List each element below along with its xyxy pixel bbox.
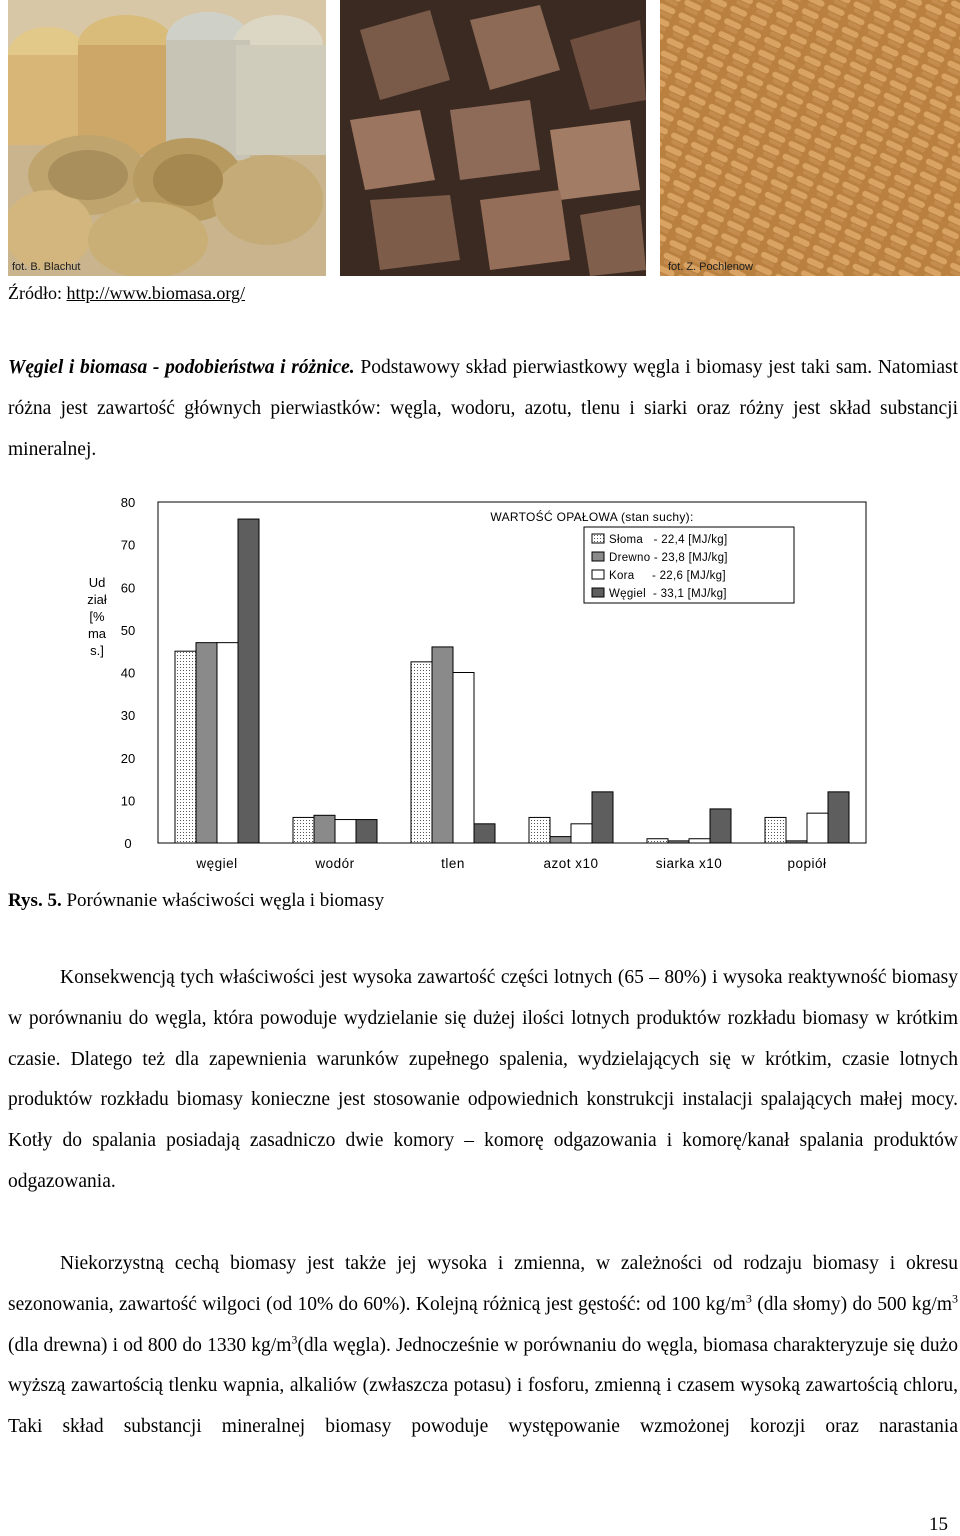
text-span: (dla węgla). Jednocześnie w porównaniu do węgla, biomasa charakteryzuje się dużo wyższą zawartością tlenku wapnia, alkaliów (zwłaszcza potasu) i fosforu, zmienną i czasem wysoką zawartością chloru, Taki skład substancji mineralnej biomasy powoduje występowanie wzmożonej korozji oraz narastania [8, 1334, 958, 1438]
superscript: 3 [745, 1291, 752, 1306]
y-tick-label: 60 [120, 580, 136, 596]
text-span: Niekorzystną cechą biomasy jest także jej wysoka i zmienna, w zależności od rodzaju biomasy i okresu sezonowania, zawartość wilgoci (od 10% do 60%). Kolejną różnicą jest gęstość: od 100 kg/m [8, 1253, 958, 1315]
bar [592, 792, 613, 843]
chart-title: WARTOŚĆ OPAŁOWA (stan suchy): [490, 510, 694, 524]
y-axis-label: ział [87, 592, 107, 607]
bar [432, 647, 453, 843]
x-tick-label: wodór [315, 856, 355, 871]
bar [335, 820, 356, 843]
bar [217, 643, 238, 843]
x-tick-label: popiół [787, 856, 827, 871]
superscript: 3 [952, 1291, 959, 1306]
text-span: (dla drewna) i od 800 do 1330 kg/m [8, 1334, 292, 1356]
source-label: Źródło: [8, 283, 67, 303]
legend-label: Drewno - 23,8 [MJ/kg] [609, 552, 728, 564]
bar [474, 824, 495, 843]
bar [411, 662, 432, 843]
bar [314, 815, 335, 843]
bar [786, 841, 807, 843]
legend-swatch [592, 552, 604, 561]
bar [668, 841, 689, 843]
legend-label: Słoma - 22,4 [MJ/kg] [609, 534, 728, 546]
photo-source [8, 283, 245, 304]
x-tick-label: tlen [441, 856, 465, 871]
firewood-photo [340, 0, 646, 276]
y-tick-label: 80 [120, 495, 136, 510]
caption-text: Porównanie właściwości węgla i biomasy [61, 890, 385, 911]
bar [453, 673, 474, 844]
y-tick-label: 40 [120, 665, 136, 681]
y-tick-label: 0 [124, 836, 132, 851]
text-span: (dla słomy) do 500 kg/m [751, 1293, 953, 1315]
bar [529, 817, 550, 843]
bar [689, 839, 710, 843]
figure-caption [8, 890, 384, 912]
y-tick-label: 50 [120, 622, 136, 638]
y-axis-label: [% [89, 609, 105, 624]
y-axis-label: ma [87, 626, 107, 641]
y-tick-label: 10 [120, 793, 136, 809]
y-axis-label: Ud [88, 575, 106, 590]
bar [293, 817, 314, 843]
bar [571, 824, 592, 843]
pellets-photo [660, 0, 960, 276]
bar [647, 839, 668, 843]
bar [238, 519, 259, 843]
page-number: 15 [929, 1514, 948, 1535]
x-tick-label: siarka x10 [655, 856, 723, 871]
superscript: 3 [291, 1332, 298, 1347]
legend-label: Węgiel - 33,1 [MJ/kg] [609, 588, 727, 600]
legend-swatch [592, 588, 604, 597]
photo-credit: fot. Z. Pochlenow [668, 261, 753, 273]
briquettes-photo [8, 0, 326, 276]
bar [550, 837, 571, 843]
body-paragraph: Konsekwencją tych właściwości jest wysoka zawartość części lotnych (65 – 80%) i wysoka reaktywność biomasy w porównaniu do węgla, która powoduje wydzielanie się dużej ilości lotnych produktów rozkładu biomasy w krótkim czasie. Dlatego też dla zapewnienia warunków zupełnego spalenia, wydzielających się w krótkim, czasie lotnych produktów rozkładu biomasy konieczne jest stosowanie odpowiednich konstrukcji instalacji spalających małej mocy. Kotły do spalania posiadają zasadniczo dwie komory – komorę odgazowania i komorę/kanał spalania produktów odgazowania. [8, 967, 958, 1192]
section-heading: Węgiel i biomasa - podobieństwa i różnice. [8, 357, 355, 378]
bar [807, 813, 828, 843]
legend-swatch [592, 534, 604, 543]
y-axis-label: s.] [90, 643, 104, 658]
legend-label: Kora - 22,6 [MJ/kg] [609, 570, 726, 582]
x-tick-label: węgiel [196, 856, 238, 871]
body-paragraph-density [8, 1244, 958, 1448]
bar [828, 792, 849, 843]
composition-bar-chart [0, 490, 960, 880]
y-tick-label: 70 [120, 537, 136, 553]
y-tick-label: 20 [120, 750, 136, 766]
bar [710, 809, 731, 843]
bar [765, 817, 786, 843]
intro-text: Podstawowy skład pierwiastkowy węgla i biomasy jest taki sam. Natomiast różna jest zawartość głównych pierwiastków: węgla, wodoru, azotu, tlenu i siarki oraz różny jest skład substancji mineralnej. [8, 357, 958, 460]
bar [356, 820, 377, 843]
y-tick-label: 30 [120, 708, 136, 724]
source-link[interactable]: http://www.biomasa.org/ [66, 283, 245, 303]
legend-swatch [592, 570, 604, 579]
intro-paragraph [8, 348, 958, 470]
photo-credit: fot. B. Blachut [12, 261, 81, 273]
caption-label: Rys. 5. [8, 890, 62, 911]
x-tick-label: azot x10 [543, 856, 599, 871]
bar [196, 643, 217, 843]
bar [175, 651, 196, 843]
